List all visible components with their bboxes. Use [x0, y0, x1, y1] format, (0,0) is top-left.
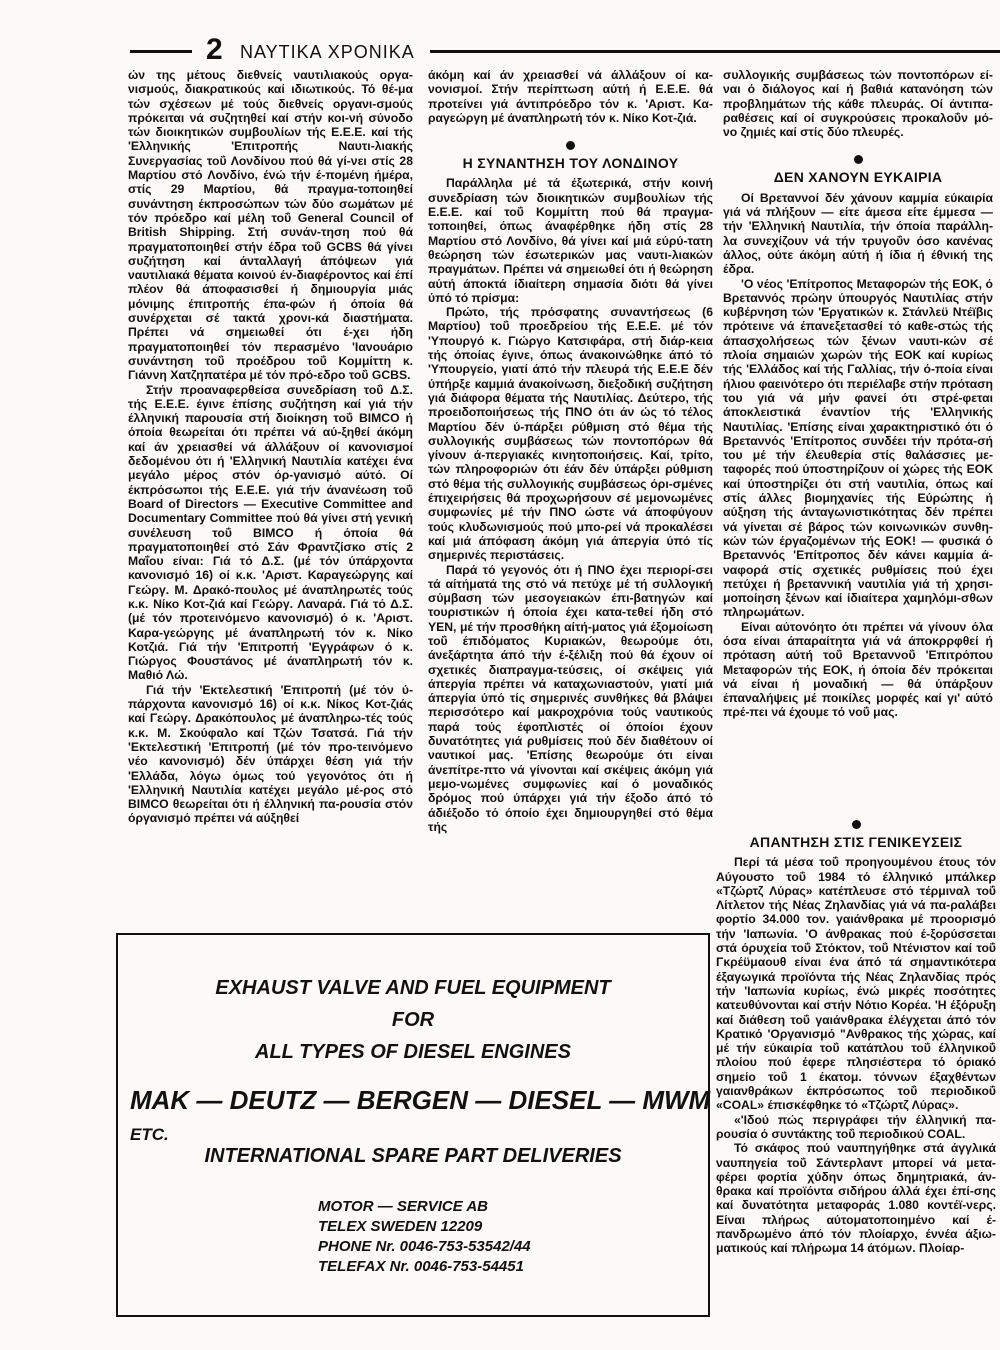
column-1 [128, 68, 413, 826]
ad-subheadline: ALL TYPES OF DIESEL ENGINES [255, 1041, 571, 1063]
ad-brand-list: MAK — DEUTZ — BERGEN — DIESEL — MWM [130, 1085, 711, 1115]
paragraph: Οί Βρεταννοί δέν χάνουν καμμία εύκαιρία γιά νά πλήξουν — είτε άμεσα είτε έμμεσα — τήν 'Ελληνική Ναυτιλία, τήν όποία παράλλη-λα συνεχίζουν νά τήν τρυγοΰν όσο κανένας άλλος, ούτε άκόμη αύτή ή ίδια ή έθνική της έδρα. [723, 190, 993, 277]
paragraph: Πρώτο, τής πρόσφατης συναντήσεως (6 Μαρτίου) τοΰ προεδρείου τής Ε.Ε.Ε. μέ τόν 'Υπουργό κ. Γιώργο Κατσιφάρα, στή διάρ-κεια τής όποίας έγινε, όπως άνακοινώθηκε άπό τό 'Υπουργείο, γιατί άπό τήν πλευρά τής Ε.Ε.Ε δέν ύπήρξε καμμιά άνακοίνωση, διεξοδική συζήτηση γιά διάφορα θέματα τής Ναυτιλίας. Δεύτερο, τής προειδοποιήσεως τής ΠΝΟ ότι άν ώς τό τέλος Μαρτίου δέν ύ-πάρξει ρύθμιση στό θέμα τής συλλογικής συμβάσεως τών ποντοπόρων θά γίνουν ά-περγιακές κινητοποιήσεις. Καί, τρίτο, τών πληροφοριών ότι έάν δέν ύπάρξει ρύθμιση στό θέμα τής συλλογικής συμβάσεως όρι-σμένες έπιχειρήσεις θά προχωρήσουν σέ μεμονωμένες συμφωνίες μέ τήν ΠΝΟ ώστε νά άποφύγουν τούς κλυδωνισμούς πού μπο-ρεί νά προκαλέσει καί μιά άπόφαση άκόμη γιά άπεργία ύπό τίς σημερινές περιστάσεις. [428, 305, 713, 563]
header-rule-right [430, 50, 1000, 53]
section-heading: ΑΠΑΝΤΗΣΗ ΣΤΙΣ ΓΕΝΙΚΕΥΣΕΙΣ [749, 834, 963, 850]
paragraph: «'Ιδού πώς περιγράφει τήν έλληνική πα-ρουσία ό συντάκτης τοΰ περιοδικού COAL. [716, 1112, 996, 1141]
paragraph: 'Ο νέος 'Επίτροπος Μεταφορών τής ΕΟΚ, ό Βρεταννός πρώην ύπουργός Ναυτιλίας στήν κυβέρνηση τών 'Εργατικών κ. Στάνλεϋ Ντέϊβις πρότεινε νά έπανεξετασθεί τό καθε-στώς τής άπασχολήσεως τών ξένων ναυτι-κών σέ πλοία σημαιών χωρών τής ΕΟΚ καί κυρίως τής 'Ελλάδος καί τής Γαλλίας, τήν ό-ποία είναι ήλιου φαεινότερο ότι περιέλαβε στήν πρόταση του γιά νά μήν φανεί ότι στρέ-φεται άποκλειστικά έναντίον τής 'Ελληνικής Ναυτιλίας. 'Επίσης είναι χαρακτηριστικό ότι ό Βρεταννός 'Επίτροπος συνδέει τήν πρότα-σή του μέ τήν έλευθερία στίς θαλάσσιες με-ταφορές πού ύποστηρίζουν οί χώρες τής ΕΟΚ καί ύποστηρίζει ότι στή ναυτιλία, όπως καί στίς άλλες βιομηχανίες τής Εύρώπης ή αύξηση τής άνταγωνιστικότητας δέν πρέπει νά γίνεται σέ βάρος τών κοινωνικών συνθη-κών τών έργαζομένων τής ΕΟΚ! — φυσικά ό Βρεταννός 'Επίτροπος δέν κάνει καμμία ά-ναφορά στίς σχετικές ρυθμίσεις πού έχει πετύχει ή βρεταννική ναυτιλία γιά τή χρησι-μοποίηση ξένων καί ίδιαίτερα χαμηλόμι-σθων πληρωμάτων. [723, 276, 993, 620]
ad-brands [130, 1085, 720, 1147]
paragraph: Γιά τήν 'Εκτελεστική 'Επιτροπή (μέ τόν ύ-πάρχοντα κανονισμό 16) οί κ.κ. Νίκος Κοτ-ζιάς καί Γεώργ. Δρακόπουλος μέ άναπληρω-τές τούς κ.κ. Μ. Σκούφαλο καί Τζών Τσατσά. Γιά τήν 'Εκτελεστική 'Επιτροπή (μέ τόν προ-τεινόμενο νέο κανονισμό) δέν ύπάρχει θέση γιά τήν 'Ελλάδα, λόγω όμως τού γεγονότος ότι ή 'Ελληνική Ναυτιλία κατέχει μεγάλο μέ-ρος στό BIMCO θεωρείται ότι ή έλληνική πα-ρουσία στόν όργανισμό πρέπει νά αύξηθεί [128, 682, 413, 826]
column-4 [716, 820, 996, 1256]
paragraph: Είναι αύτονόητο ότι πρέπει νά γίνουν όλα όσα είναι άπαραίτητα γιά νά άποκρρφθεί ή πρόταση αύτή τοΰ Βρεταννοΰ 'Επιτρόπου Μεταφορών τής ΕΟΚ, ή όποία δέν πρόκειται νά είναι ή μοναδική — θά ύπάρξουν έπαναλήψεις μέ ποικίλες μορφές καί γι' αύτό πρέ-πει νά έχουμε τό νοΰ μας. [723, 619, 993, 720]
paragraph: Περί τά μέσα τοΰ προηγουμένου έτους τόν Αύγουστο τοΰ 1984 τό έλληνικό μπάλκερ «Τζώρτζ Λύρας» κατέπλευσε στό τέρμιναλ τοΰ Λίτλετον τής Νέας Ζηλανδίας γιά νά πα-ραλάβει φορτίο 34.000 τον. γαιάνθρακα μέ προορισμό τήν 'Ιαπωνία. 'Ο άνθρακας πού έ-ξορύσσεται στά όρυχεία τοΰ Στόκτον, τοΰ Ντένιστον καί τοΰ Γκρέϋμαουθ είναι ένα άπό τά σημαντικότερα έξαγωγικά προϊόντα τής Νέας Ζηλανδίας πρός τήν 'Ιαπωνία κυρίως, ένώ μικρές ποσότητες κατευθύνονται καί στήν Νότιο Κορέα. 'Η έξόρυξη καί διάθεση τοΰ γαιάνθρακα έλέγχεται άπό τόν Κρατικό 'Οργανισμό "Ανθρακος τής χώρας, καί μέ τήν εύκαιρία τοΰ κατάπλου τοΰ έλληνικοΰ πλοίου πού έφερε πλησιέστερα τό όριακό σημείο τοΰ 1 έκατομ. τόννων έξαχθέντων γαιανθράκων έκπρόσωπος τοΰ περιοδικοΰ «COAL» έπισκέφθηκε τό «Τζώρτζ Λύρας». [716, 855, 996, 1113]
paragraph: ών της μέτους διεθνείς ναυτιλιακούς οργα-νισμούς, διακρατικούς καί ιδιωτικούς. Τό θέ-μα τών σχέσεων μέ τούς διεθνείς οργανι-σμούς πρόκειται νά συζητηθεί καί στήν κοι-νή σύνοδο τών διοικητικών συμβουλίων τής Ε.Ε.Ε. καί τής 'Ελληνικής 'Επιτροπής Ναυτι-λιακής Συνεργασίας τοΰ Λονδίνου πού θά γί-νει στίς 28 Μαρτίου στό Λονδίνο, ένώ τήν έ-πομένη ήμέρα, στίς 29 Μαρτίου, θά πραγμα-τοποιηθεί συνάντηση έκπροσώπων τών δύο σωμάτων μέ τόν πρόεδρο καί μέλη τοΰ General Council of British Shipping. Στή συνάν-τηση πού θά πραγματοποιηθεί στήν έδρα τοΰ GCBS θά γίνει συζήτηση καί άνταλλαγή άπόψεων γιά ναυτιλιακά θέματα κοινού έν-διαφέροντος καί έπί πλέον θά άποφασισθεί ή δημιουργία μιάς μόνιμης έπιτροπής έπα-φών ή όποία θά συνέρχεται σέ τακτά χρονι-κά διαστήματα. Πρέπει νά σημειωθεί ότι έ-χει ήδη πραγματοποιηθεί τόν περασμένο 'Ιανουάριο συνάντηση τοΰ προέδρου τοΰ Κομμίττη κ. Γιάννη Χατζηπατέρα μέ τόν πρό-εδρο τοΰ GCBS. [128, 68, 413, 383]
ad-contact-block [318, 1197, 531, 1277]
ad-phone: PHONE Nr. 0046-753-53542/44 [318, 1238, 531, 1255]
page-number: 2 [206, 33, 223, 66]
ad-telex: TELEX SWEDEN 12209 [318, 1218, 483, 1235]
publication-name: ΝΑΥΤΙΚΑ ΧΡΟΝΙΚΑ [240, 42, 415, 62]
ad-for: FOR [391, 1009, 435, 1031]
ad-deliveries: INTERNATIONAL SPARE PART DELIVERIES [204, 1145, 622, 1167]
paragraph: Στήν προαναφερθείσα συνεδρίαση τοΰ Δ.Σ. τής Ε.Ε.Ε. έγινε έπίσης συζήτηση καί γιά τήν έλληνική παρουσία στή διοίκηση τοΰ BIMCO ή όποία θεωρείται ότι πρέπει νά αύ-ξηθεί άκόμη καί άν χρειασθεί νά άλλάξουν οί κανονισμοί δεδομένου ότι ή 'Ελληνική Ναυτιλία κατέχει ένα μεγάλο μέρος στόν όρ-γανισμό αύτό. Οί έκπρόσωποι τής Ε.Ε.Ε. γιά τήν άνανέωση τοΰ Board of Directors — Executive Committee and Documentary Committee πού θά γίνει στή γενική συνέλευση τοΰ BIMCO ή όποία θά πραγματοποιηθεί στό Σάν Φραντζίσκο στίς 2 Μαΐου είναι: Γιά τό Δ.Σ. (μέ τόν ύπάρχοντα κανονισμό 16) οί κ.κ. 'Αριστ. Καραγεώργης καί Γεώργ. Μ. Δρακό-πουλος μέ άναπληρωτές τούς κ.κ. Νίκο Κοτ-ζιά καί Γεώργ. Λαναρά. Γιά τό Δ.Σ. (μέ τόν προτεινόμενο κανονισμό) ό κ. 'Αριστ. Καρα-γεώργης μέ άναπληρωτή τόν κ. Νίκο Κοτζιά. Γιά τήν 'Επιτροπή 'Εγγράφων ό κ. Γιώργος Φουστάνος μέ άναπληρωτή τόν κ. Μαθιό Λώ. [128, 382, 413, 683]
section-bullet [854, 155, 863, 164]
section-bullet [852, 820, 861, 829]
ad-company: MOTOR — SERVICE AB [318, 1198, 489, 1215]
paragraph: συλλογικής συμβάσεως τών ποντοπόρων εί-ναι ό διάλογος καί ή βαθιά κατανόηση τών προβλημάτων τής κάθε πλευράς. Οί άντιπα-ραθέσεις καί οί συγκρούσεις προκαλοΰν μό-νο ζημιές καί στίς δύο πλευρές. [723, 68, 993, 140]
header-rule-left [130, 50, 192, 53]
column-3 [723, 68, 993, 720]
section-heading: Η ΣΥΝΑΝΤΗΣΗ ΤΟΥ ΛΟΝΔΙΝΟΥ [462, 155, 679, 172]
paragraph: Παράλληλα μέ τά έξωτερικά, στήν κοινή συνεδρίαση τών διοικητικών συμβουλίων τής Ε.Ε.Ε. καί τοΰ Κομμίττη πού θά πραγμα-τοποιηθεί, όπως άναφέρθηκε ήδη στίς 28 Μαρτίου στό Λονδίνο, θά γίνει καί μιά εύρύ-τατη θεώρηση τών έσωτερικών μας ναυτι-λιακών πραγμάτων. Πρέπει νά σημειωθεί ότι ή θεώρηση αύτή άποκτά ίδιαίτερη σημασία διότι θά γίνει ύπό τό πρίσμα: [428, 176, 713, 305]
ad-telefax: TELEFAX Nr. 0046-753-54451 [318, 1258, 524, 1275]
paragraph: Παρά τό γεγονός ότι ή ΠΝΟ έχει περιορί-σει τά αίτήματά της στό νά πετύχε μέ τή συλλογική σύμβαση τών μεσογειακών έπι-βατηγών καί τουριστικών ή όποία έχει κατα-τεθεί ήδη στό ΥΕΝ, μέ τήν προσθήκη αίτή-ματος γιά έξομοίωση τοΰ έπιδόματος Κυριακών, θεωρούμε ότι, άνεξάρτητα άπό τήν έ-ξέλιξη πού θά έχουν οί σχετικές διαπραγμα-τεύσεις, οί σκέψεις γιά άπεργία πρέπει νά καταχωνιαστούν, γιατί μιά άπεργία ύπό τίς σημερινές συνθήκες θά βλάψει περισσότερο καί μακροχρόνια τούς ναυτικούς παρά τούς έφοπλιστές οί όποίοι έχουν δυνατότητες γιά ρυθμίσεις πού δέν διαθέτουν οί ναυτικοί μας. 'Επίσης θεωρούμε ότι είναι άνεπίτρε-πτο νά γίνονται καί σκέψεις άκόμη γιά μεμο-νωμένες συμφωνίες καί ό μοναδικός δρόμος πού ύπάρχει γιά τήν έξοδο άπό τό άδιέξοδο τό όποίο έχει δημιουργηθεί στό θέμα τής [428, 562, 713, 834]
paragraph: Τό σκάφος πού ναυπηγήθηκε στά άγγλικά ναυπηγεία τοΰ Σάντερλαντ μπορεί νά μετα-φέρει φορτία χύδην όπως δημητριακά, άν-θρακα καί προϊόντα σιδήρου άλλά έχει έπί-σης καί δυνατότητα μεταφοράς 1.080 κοντέϊ-νερς. Είναι πλήρως αύτοματοποιημένο καί έ-πανδρωμένο άπό τόν πλοίαρχο, έννέα άξιω-ματικούς καί πλήρωμα 14 άτόμων. Πλοίαρ- [716, 1141, 996, 1256]
column-2 [428, 68, 713, 834]
section-heading: ΔΕΝ ΧΑΝΟΥΝ ΕΥΚΑΙΡΙΑ [773, 169, 943, 186]
advertisement-box [116, 933, 710, 1317]
section-bullet [566, 141, 575, 150]
ad-headline: EXHAUST VALVE AND FUEL EQUIPMENT [215, 977, 611, 999]
ad-etc: ETC. [130, 1125, 169, 1144]
paragraph: άκόμη καί άν χρειασθεί νά άλλάξουν οί κα-νονισμοί. Στήν περίπτωση αύτή ή Ε.Ε.Ε. θά προτείνει γιά άντιπρόεδρο τόν κ. 'Αριστ. Κα-ραγεώργη μέ άναπληρωτή τόν κ. Νίκο Κοτ-ζιά. [428, 68, 713, 125]
